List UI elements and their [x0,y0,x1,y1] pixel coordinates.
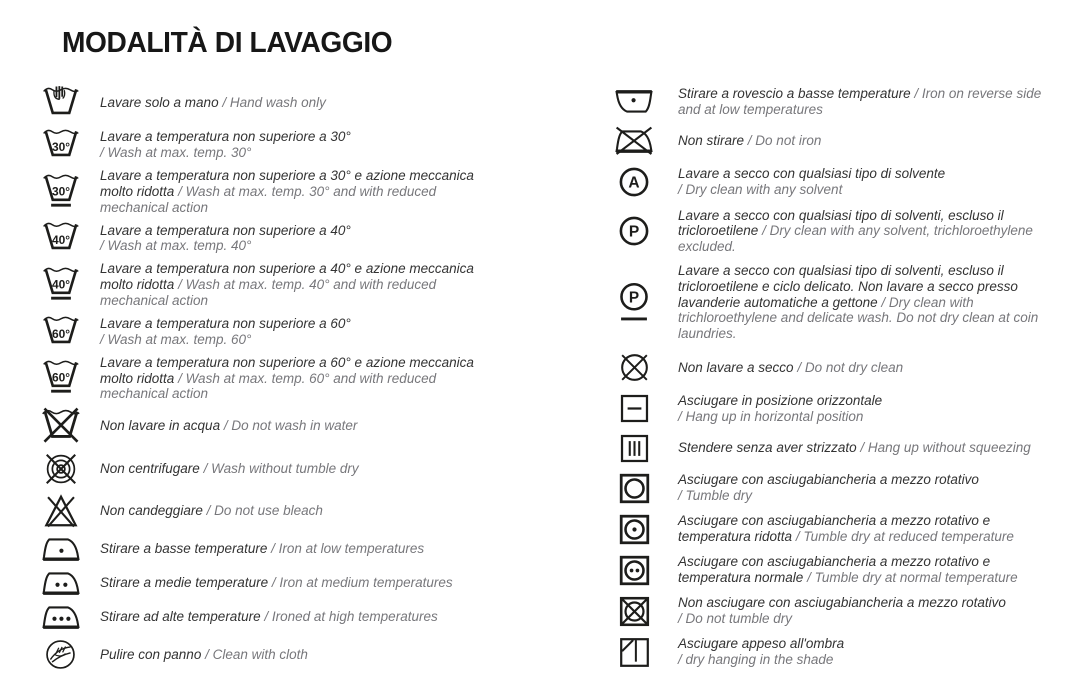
iron-cross-icon [606,126,678,156]
italian-label: Pulire con panno [100,646,202,662]
care-item-text [678,440,1062,456]
wash-tub-bar-60-icon [33,357,100,399]
care-item-text [100,418,494,434]
english-label: / Hang up without squeezing [860,440,1031,456]
iron-1dot-icon [33,534,100,564]
care-item [33,568,508,598]
italian-label: Asciugare in posizione orizzontale [678,392,883,408]
square-vlines-icon [606,433,678,464]
care-item-text [100,129,494,161]
care-item [33,406,508,446]
svg-text:60°: 60° [51,371,70,386]
care-item-text [678,554,1062,586]
iron-2dot-icon [33,568,100,598]
care-item [606,472,1068,505]
care-item [606,350,1068,385]
english-label: / Hang up in horizontal position [678,408,864,424]
care-item [606,433,1068,464]
english-label: / Do not iron [747,132,822,148]
care-item [33,219,508,257]
care-item-text [100,168,494,215]
care-item [606,86,1068,118]
svg-text:P: P [628,289,640,307]
english-label: / Dry clean with any solvent, trichloroethylene excluded. [678,223,1033,255]
svg-text:P: P [628,224,640,242]
svg-text:40°: 40° [51,277,70,292]
care-item-text [678,513,1062,545]
english-label: / Wash without tumble dry [203,461,359,477]
svg-text:30°: 30° [51,184,70,199]
care-item [33,168,508,215]
english-label: / Do not dry clean [797,359,904,375]
italian-label: Non asciugare con asciugabiancheria a mezzo rotativo [678,595,1006,611]
english-label: / Tumble dry at reduced temperature [795,529,1014,545]
page-title: MODALITÀ DI LAVAGGIO [62,27,393,60]
italian-label: Non lavare in acqua [100,418,221,434]
svg-text:A: A [628,174,640,192]
english-label: / Wash at max. temp. 40° [100,238,252,254]
italian-label: Asciugare appeso all'ombra [678,636,845,652]
care-item [33,355,508,402]
care-item [606,263,1068,342]
italian-label: Lavare a temperatura non superiore a 60° e azione meccanica molto ridotta [100,354,474,386]
care-item-text [100,223,494,255]
english-label: / Tumble dry at normal temperature [807,570,1018,586]
circle-letter-p-icon [606,213,678,249]
english-label: / Do not wash in water [223,418,358,434]
italian-label: Stirare a rovescio a basse temperature [678,86,911,101]
italian-label: Stirare ad alte temperature [100,609,261,625]
wash-tub-30-icon [33,126,100,164]
svg-text:30°: 30° [51,139,70,154]
italian-label: Lavare a temperatura non superiore a 30° [100,129,351,145]
wash-tub-60-icon [33,313,100,351]
circle-letter-bar-p-icon [606,281,678,323]
italian-label: Lavare a secco con qualsiasi tipo di solvente [678,165,946,181]
care-item-text [678,595,1062,627]
english-label: / Iron on reverse side and at low temperatures [678,86,1042,117]
care-item [606,554,1068,587]
italian-label: Stirare a medie temperature [100,575,269,591]
italian-label: Non lavare a secco [678,359,794,375]
care-item [606,164,1068,200]
english-label: / Do not use bleach [206,503,323,519]
care-item [606,513,1068,546]
left-column [33,84,508,677]
italian-label: Stirare a basse temperature [100,541,268,557]
care-item [606,595,1068,628]
english-label: / Iron at medium temperatures [271,575,453,591]
square-hline-icon [606,393,678,424]
italian-label: Lavare a temperatura non superiore a 30° e azione meccanica molto ridotta [100,168,474,199]
italian-label: Non candeggiare [100,503,203,519]
care-item [33,636,508,673]
english-label: / Clean with cloth [205,646,308,662]
care-item [606,126,1068,156]
italian-label: Lavare solo a mano [100,95,219,111]
care-item-text [100,316,494,348]
care-item [606,393,1068,425]
italian-label: Lavare a temperatura non superiore a 60° [100,315,351,331]
italian-label: Non centrifugare [100,461,200,477]
english-label: / Dry clean with any solvent [678,181,843,197]
italian-label: Lavare a secco con qualsiasi tipo di solventi, escluso il tricloroetilene e ciclo delicato. Non lavare a secco presso lavanderie automatiche a gettone [678,262,1018,310]
english-label: / Wash at max. temp. 60° and with reduced mechanical action [100,370,437,402]
care-item [33,126,508,164]
bleach-cross-icon [33,492,100,530]
english-label: / Wash at max. temp. 30° [100,145,252,160]
care-item-text [678,166,1062,198]
care-item-text [678,208,1062,255]
square-circle-1dot-icon [606,513,678,546]
english-label: / dry hanging in the shade [678,652,834,668]
care-item [33,602,508,632]
care-item-text [100,575,494,591]
care-item [606,208,1068,255]
italian-label: Lavare a temperatura non superiore a 40° e azione meccanica molto ridotta [100,261,474,293]
wash-hand-icon [33,84,100,122]
clean-cloth-icon [33,636,100,673]
care-item-text [100,609,494,625]
no-centrifuge-icon [33,450,100,488]
care-item-text [678,133,1062,149]
care-item [33,492,508,530]
english-label: / Dry clean with trichloroethylene and delicate wash. Do not dry clean at coin laundries. [678,294,1039,342]
care-item-text [100,261,494,308]
care-item-text [100,461,494,477]
english-label: / Wash at max. temp. 60° [100,331,252,347]
english-label: / Hand wash only [222,95,326,111]
italian-label: Asciugare con asciugabiancheria a mezzo rotativo [678,472,979,488]
care-item [33,313,508,351]
care-item-text [100,503,494,519]
english-label: / Wash at max. temp. 40° and with reduced mechanical action [100,277,437,308]
care-item-text [678,86,1062,118]
care-item-text [678,263,1062,342]
wash-cross-icon [33,406,100,446]
care-item [33,534,508,564]
care-item-text [678,472,1062,504]
english-label: / Do not tumble dry [678,611,793,627]
english-label: / Tumble dry [678,488,753,504]
care-item [606,636,1068,669]
italian-label: Asciugare con asciugabiancheria a mezzo rotativo e temperatura normale [678,554,991,586]
circle-letter-a-icon [606,164,678,200]
svg-text:60°: 60° [51,326,70,341]
wash-tub-bar-30-icon [33,171,100,213]
svg-text:40°: 40° [51,233,70,248]
care-item-text [100,355,494,402]
iron-reverse-icon [606,87,678,117]
english-label: / Wash at max. temp. 30° and with reduced mechanical action [100,183,437,215]
english-label: / Iron at low temperatures [271,541,425,557]
right-column [606,86,1068,677]
care-item [33,261,508,308]
square-circle-icon [606,472,678,505]
care-item-text [678,360,1062,376]
italian-label: Non stirare [678,132,745,148]
italian-label: Lavare a temperatura non superiore a 40° [100,222,351,238]
square-circle-cross-icon [606,595,678,628]
care-item-text [100,647,494,663]
square-diagonal-icon [606,636,678,669]
italian-label: Stendere senza aver strizzato [678,440,857,456]
circle-cross-icon [606,350,678,385]
care-item-text [678,636,1062,668]
care-item-text [100,541,494,557]
italian-label: Asciugare con asciugabiancheria a mezzo rotativo e temperatura ridotta [678,513,991,545]
care-item-text [100,95,494,111]
care-item-text [678,393,1062,425]
iron-3dot-icon [33,602,100,632]
square-circle-2dot-icon [606,554,678,587]
wash-tub-bar-40-icon [33,264,100,306]
english-label: / Ironed at high temperatures [264,609,438,625]
wash-tub-40-icon [33,219,100,257]
care-item [33,84,508,122]
italian-label: Lavare a secco con qualsiasi tipo di solventi, escluso il tricloroetilene [678,207,1004,239]
care-item [33,450,508,488]
